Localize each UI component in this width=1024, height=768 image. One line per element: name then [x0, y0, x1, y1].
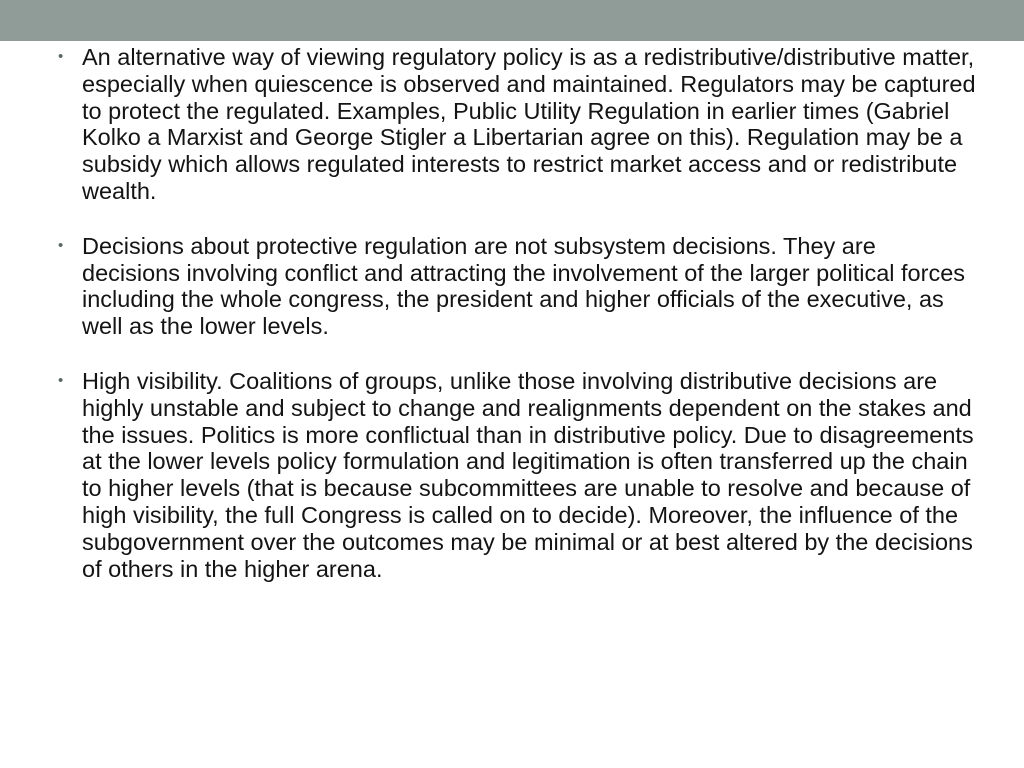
bullet-text: Decisions about protective regulation are not subsystem decisions. They are decisions involving conflict and attracting the involvement of the larger political forces including the whole congress, the president and higher officials of the executive, as well as the lower levels. [82, 232, 966, 340]
bullet-marker: • [58, 236, 64, 254]
bullet-item [58, 368, 978, 582]
bullet-item [58, 44, 978, 205]
bullet-marker: • [58, 48, 64, 65]
bullet-item [58, 233, 978, 340]
slide-header-bar [0, 0, 1024, 41]
bullet-marker: • [58, 371, 64, 389]
bullet-list [58, 44, 978, 610]
bullet-text: High visibility. Coalitions of groups, unlike those involving distributive decisions are highly unstable and subject to change and realignments dependent on the stakes and the issues. Politics is more conflictual than in distributive policy. Due to disagreements at the lower levels policy formulation and legitimation is often transferred up the chain to higher levels (that is because subcommittees are unable to resolve and because of high visibility, the full Congress is called on to decide). Moreover, the influence of the subgovernment over the outcomes may be minimal or at best altered by the decisions of others in the higher arena. [82, 367, 974, 582]
bullet-text: An alternative way of viewing regulatory policy is as a redistributive/distributive matter, especially when quiescence is observed and maintained. Regulators may be captured to protect the regulated. Examples, Public Utility Regulation in earlier times (Gabriel Kolko a Marxist and George Stigler a Libertarian agree on this). Regulation may be a subsidy which allows regulated interests to restrict market access and or redistribute wealth. [82, 44, 976, 204]
